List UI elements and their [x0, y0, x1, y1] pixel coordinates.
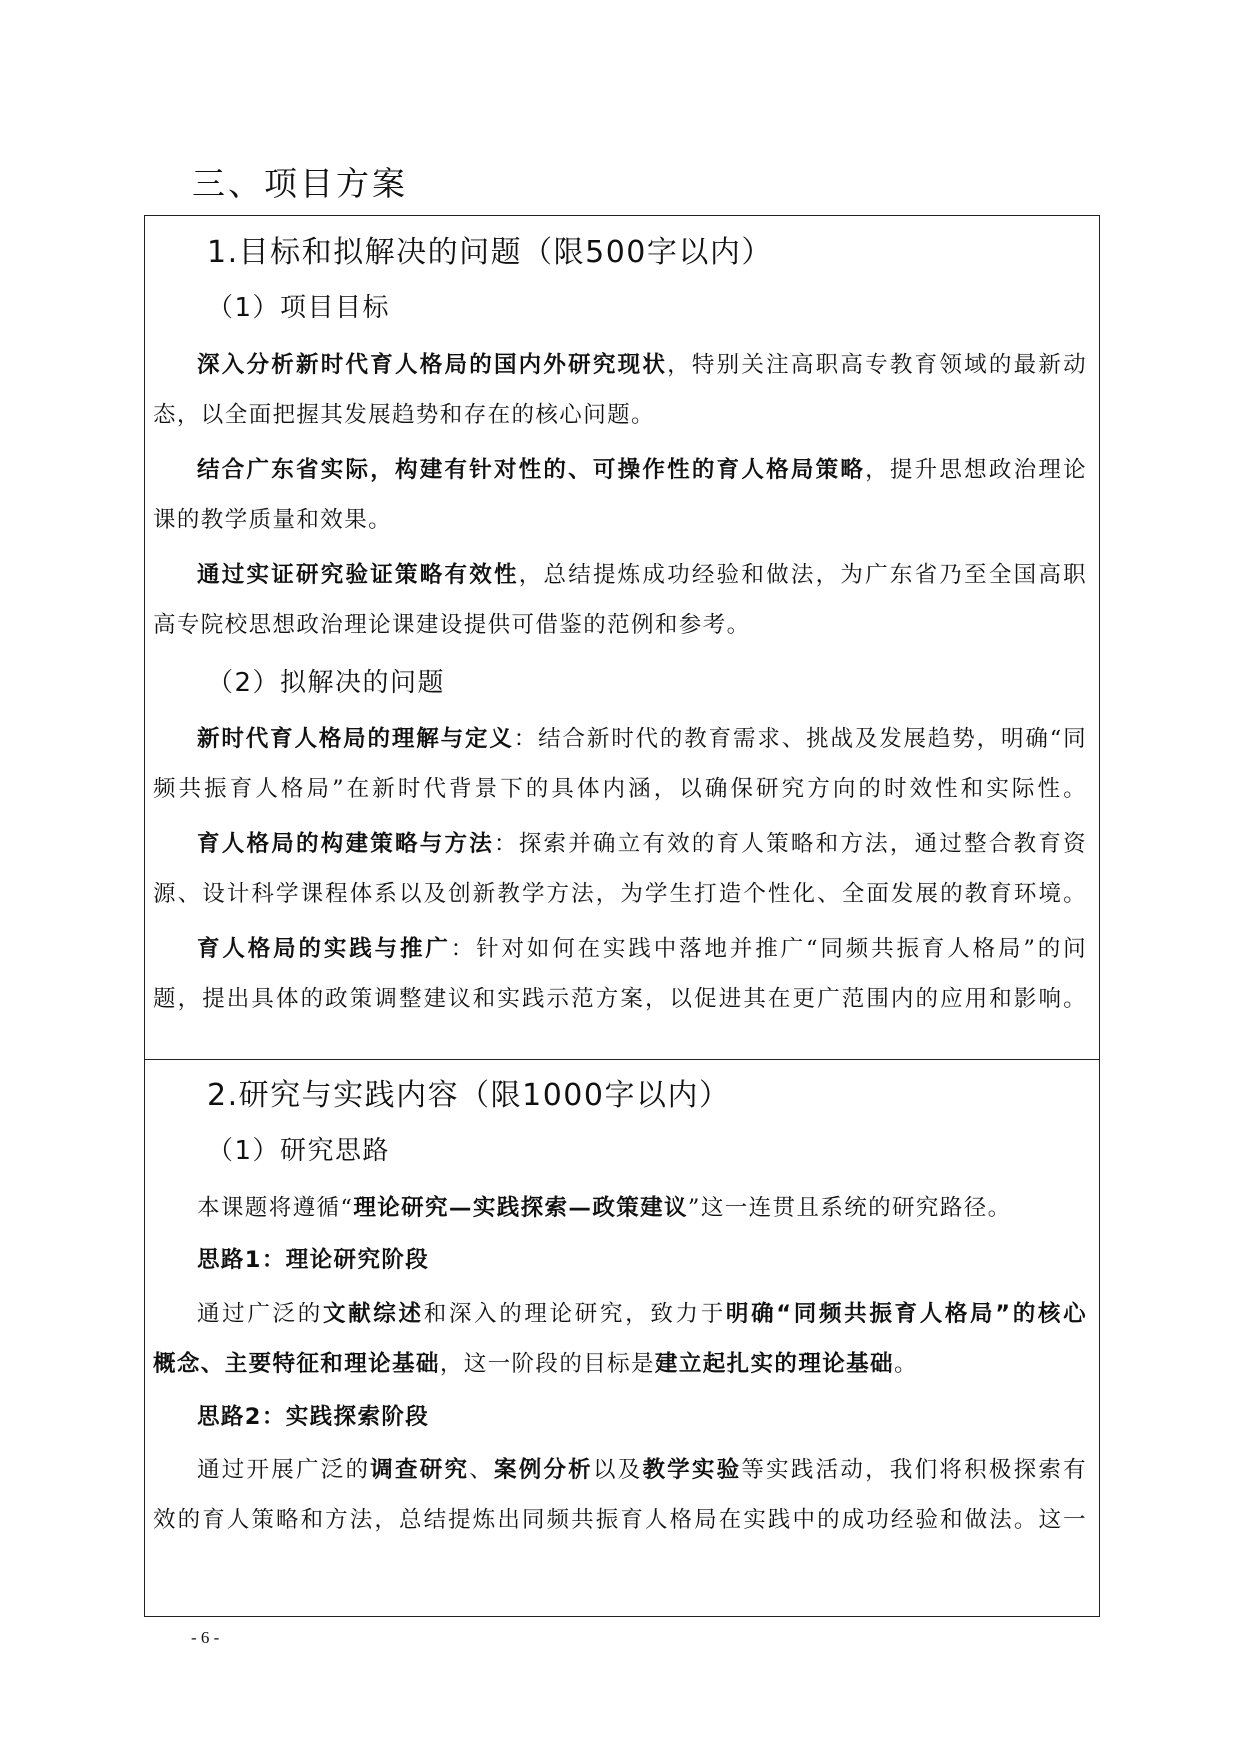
section-2-title: 2.研究与实践内容（限1000字以内） — [207, 1078, 731, 1113]
problem-paragraph-3: 育人格局的实践与推广：针对如何在实践中落地并推广“同频共振育人格局”的问 — [197, 936, 1087, 962]
step-2-title: 思路2：实践探索阶段 — [197, 1404, 430, 1430]
step-2-paragraph-line-2: 效的育人策略和方法，总结提炼出同频共振育人格局在实践中的成功经验和做法。这一 — [153, 1507, 1087, 1533]
problems-title: （2）拟解决的问题 — [207, 668, 446, 698]
problem-paragraph-2: 育人格局的构建策略与方法：探索并确立有效的育人策略和方法，通过整合教育资 — [197, 831, 1087, 857]
problem-paragraph-2-line-2: 源、设计科学课程体系以及创新教学方法，为学生打造个性化、全面发展的教育环境。 — [153, 881, 1087, 907]
section-goals-cell — [145, 216, 1099, 1060]
research-idea-title: （1）研究思路 — [207, 1136, 391, 1166]
goal-paragraph-3-line-2: 高专院校思想政治理论课建设提供可借鉴的范例和参考。 — [153, 612, 751, 638]
step-1-paragraph: 通过广泛的文献综述和深入的理论研究，致力于明确“同频共振育人格局”的核心 — [197, 1301, 1087, 1327]
goal-paragraph-2: 结合广东省实际，构建有针对性的、可操作性的育人格局策略，提升思想政治理论 — [197, 457, 1087, 483]
problem-paragraph-3-line-2: 题，提出具体的政策调整建议和实践示范方案，以促进其在更广范围内的应用和影响。 — [153, 986, 1087, 1012]
project-plan-table — [144, 215, 1100, 1617]
research-path-intro: 本课题将遵循“理论研究—实践探索—政策建议”这一连贯且系统的研究路径。 — [197, 1195, 1012, 1221]
goal-paragraph-3: 通过实证研究验证策略有效性，总结提炼成功经验和做法，为广东省乃至全国高职 — [197, 562, 1087, 588]
page-number: - 6 - — [191, 1628, 220, 1647]
page-heading: 三、项目方案 — [192, 164, 408, 203]
step-1-paragraph-line-2: 概念、主要特征和理论基础，这一阶段的目标是建立起扎实的理论基础。 — [153, 1351, 918, 1377]
goal-paragraph-1: 深入分析新时代育人格局的国内外研究现状，特别关注高职高专教育领域的最新动 — [197, 352, 1087, 378]
section-1-title: 1.目标和拟解决的问题（限500字以内） — [207, 235, 773, 270]
goal-paragraph-2-line-2: 课的教学质量和效果。 — [153, 507, 393, 533]
project-goal-title: （1）项目目标 — [207, 293, 391, 323]
step-2-paragraph: 通过开展广泛的调查研究、案例分析以及教学实验等实践活动，我们将积极探索有 — [197, 1457, 1087, 1483]
section-research-cell — [145, 1059, 1099, 1616]
goal-paragraph-1-line-2: 态，以全面把握其发展趋势和存在的核心问题。 — [153, 402, 655, 428]
problem-paragraph-1-line-2: 频共振育人格局”在新时代背景下的具体内涵，以确保研究方向的时效性和实际性。 — [153, 776, 1087, 802]
step-1-title: 思路1：理论研究阶段 — [197, 1247, 430, 1273]
problem-paragraph-1: 新时代育人格局的理解与定义：结合新时代的教育需求、挑战及发展趋势，明确“同 — [197, 726, 1087, 752]
